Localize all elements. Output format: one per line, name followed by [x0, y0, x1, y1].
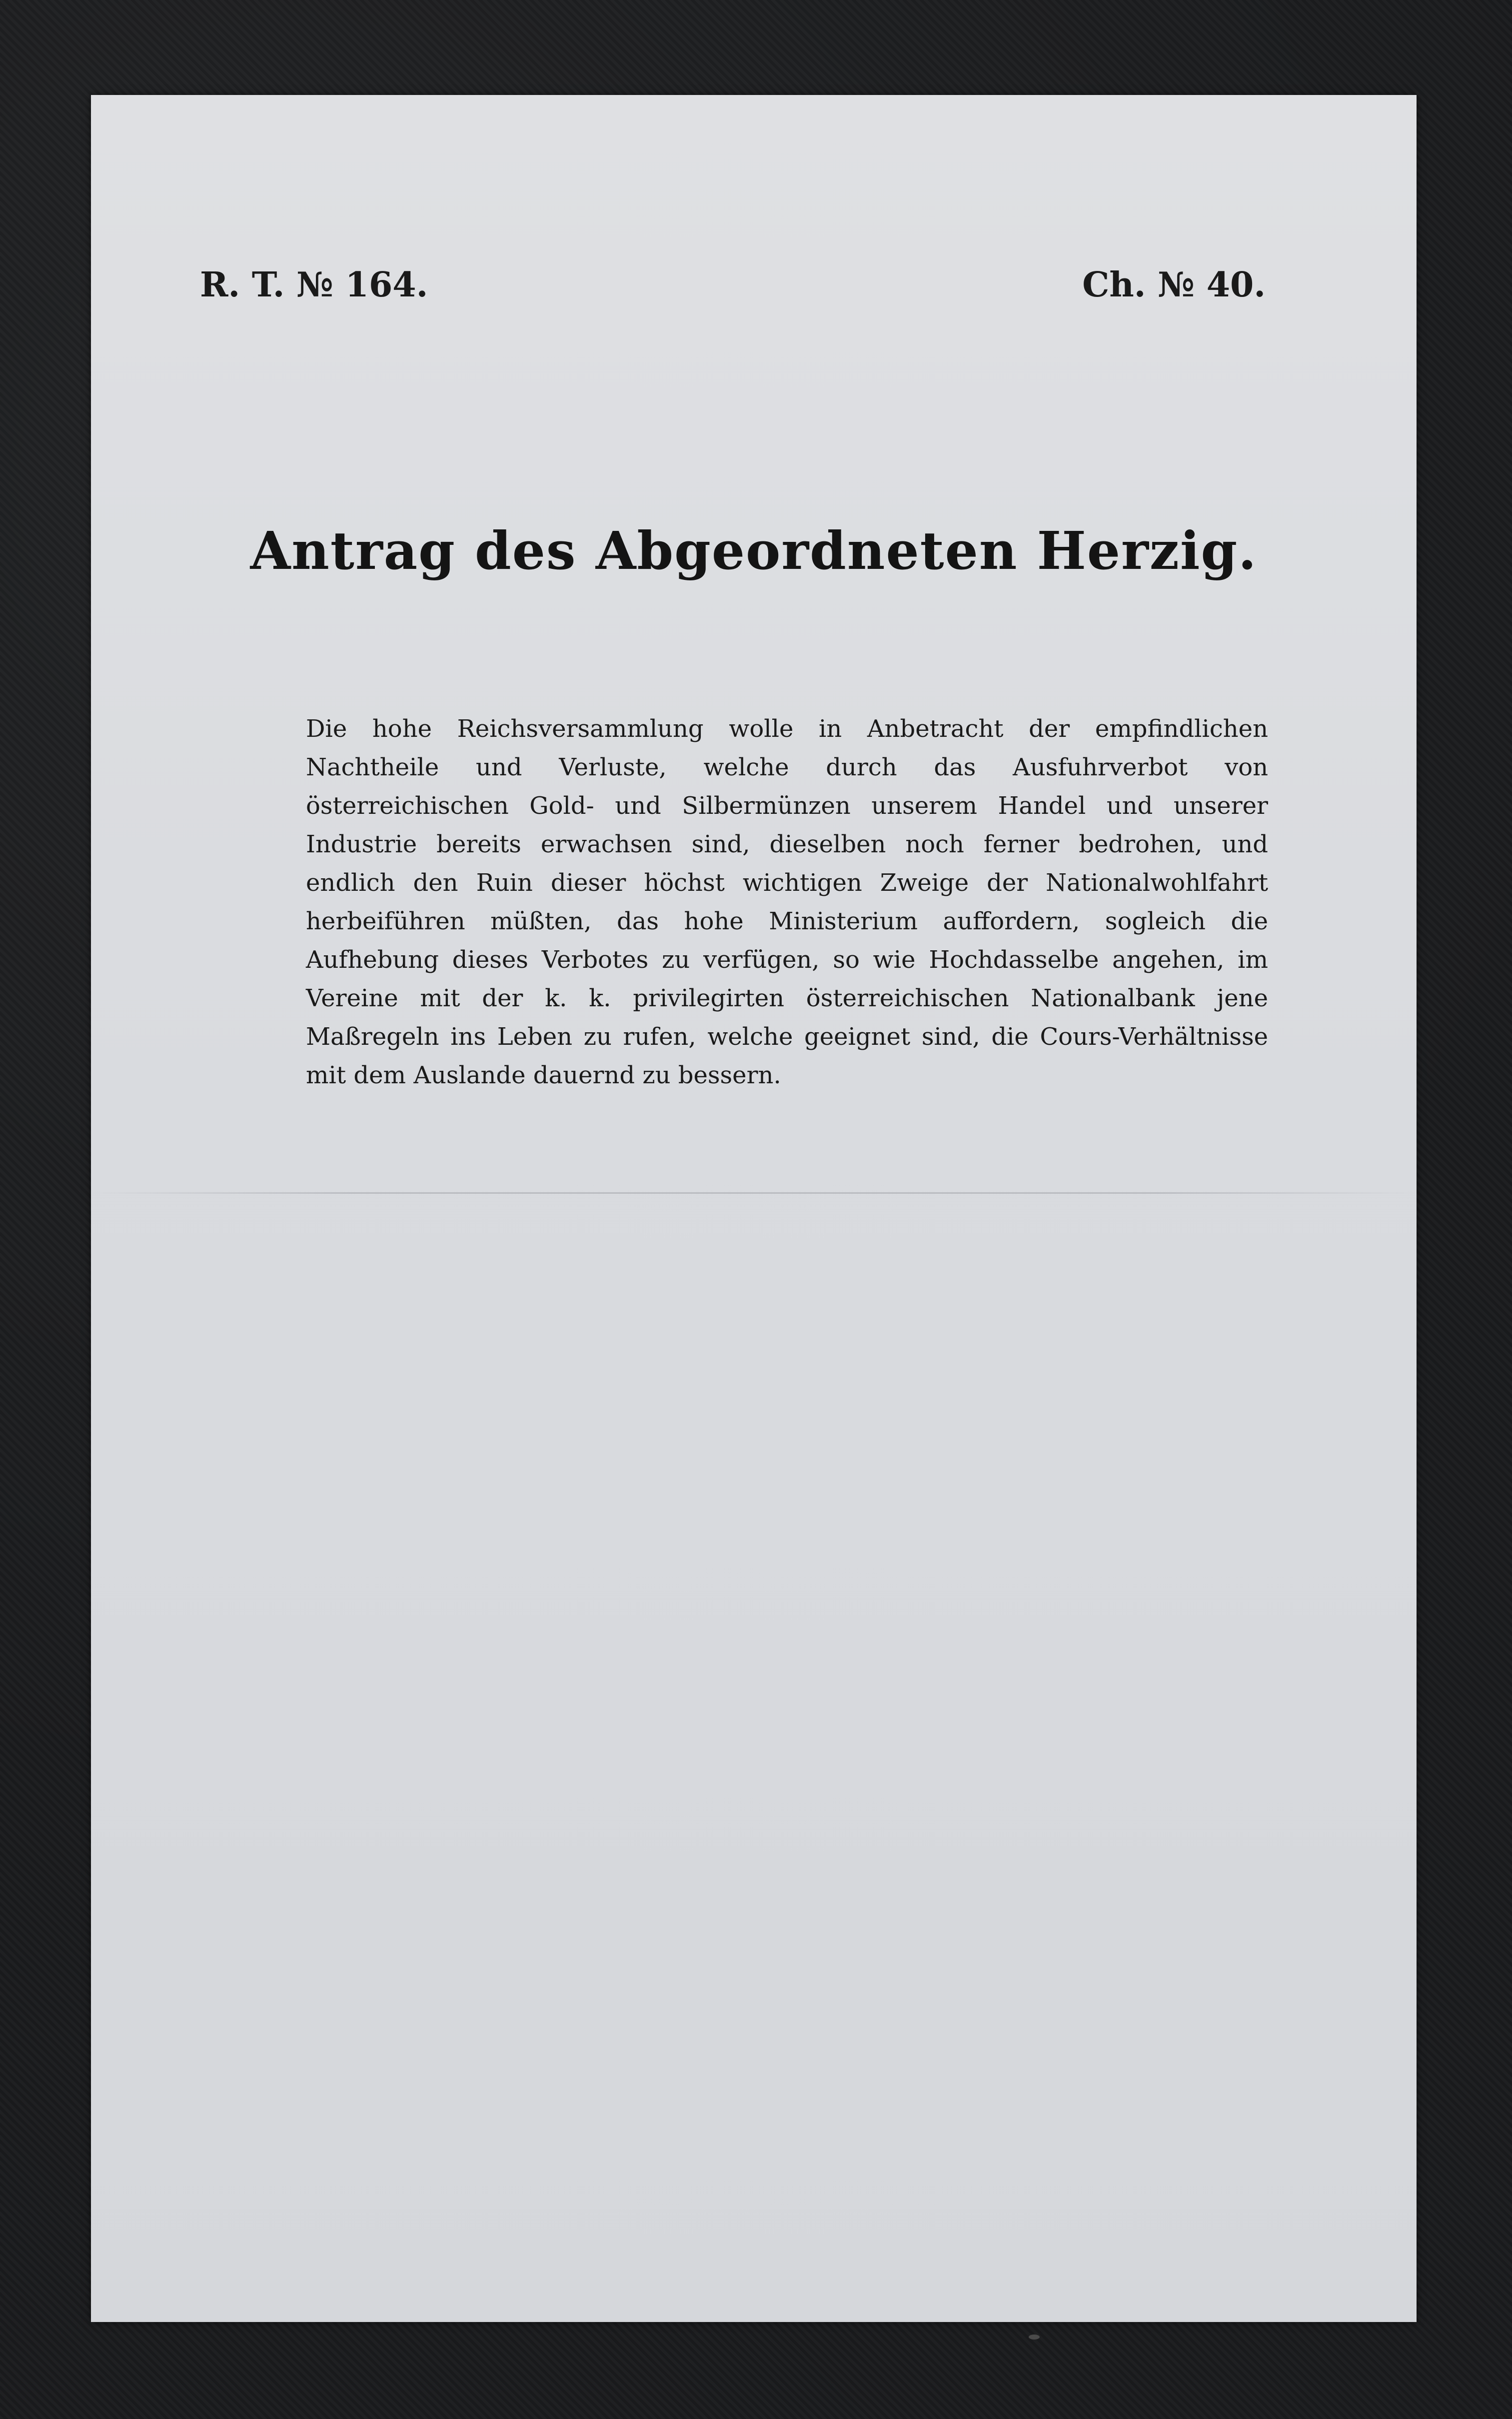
document-page: [91, 95, 1417, 2322]
document-body: Die hohe Reichsversammlung wolle in Anbetracht der empfindlichen Nachtheile und Verluste, welche durch das Ausfuhrverbot von österreichischen Gold- und Silbermünzen unserem Handel und unserer Industrie bereits erwachsen sind, dieselben noch ferner bedrohen, und endlich den Ruin dieser höchst wichtigen Zweige der Nationalwohlfahrt herbeiführen müßten, das hohe Ministerium auffordern, sogleich die Aufhebung dieses Verbotes zu verfügen, so wie Hochdasselbe angehen, im Vereine mit der k. k. privilegirten österreichischen Nationalbank jene Maßregeln ins Leben zu rufen, welche geeignet sind, die Cours-Verhältnisse mit dem Auslande dauernd zu bessern.: [306, 715, 1276, 1089]
fold-line: [91, 1192, 1417, 1194]
document-title: Antrag des Abgeordneten Herzig.: [250, 520, 1258, 581]
header-reference-right: Ch. № 40.: [1082, 265, 1266, 305]
ink-spot: [1029, 2335, 1040, 2340]
header-reference-left: R. T. № 164.: [200, 265, 428, 305]
page-header: [200, 265, 1266, 305]
